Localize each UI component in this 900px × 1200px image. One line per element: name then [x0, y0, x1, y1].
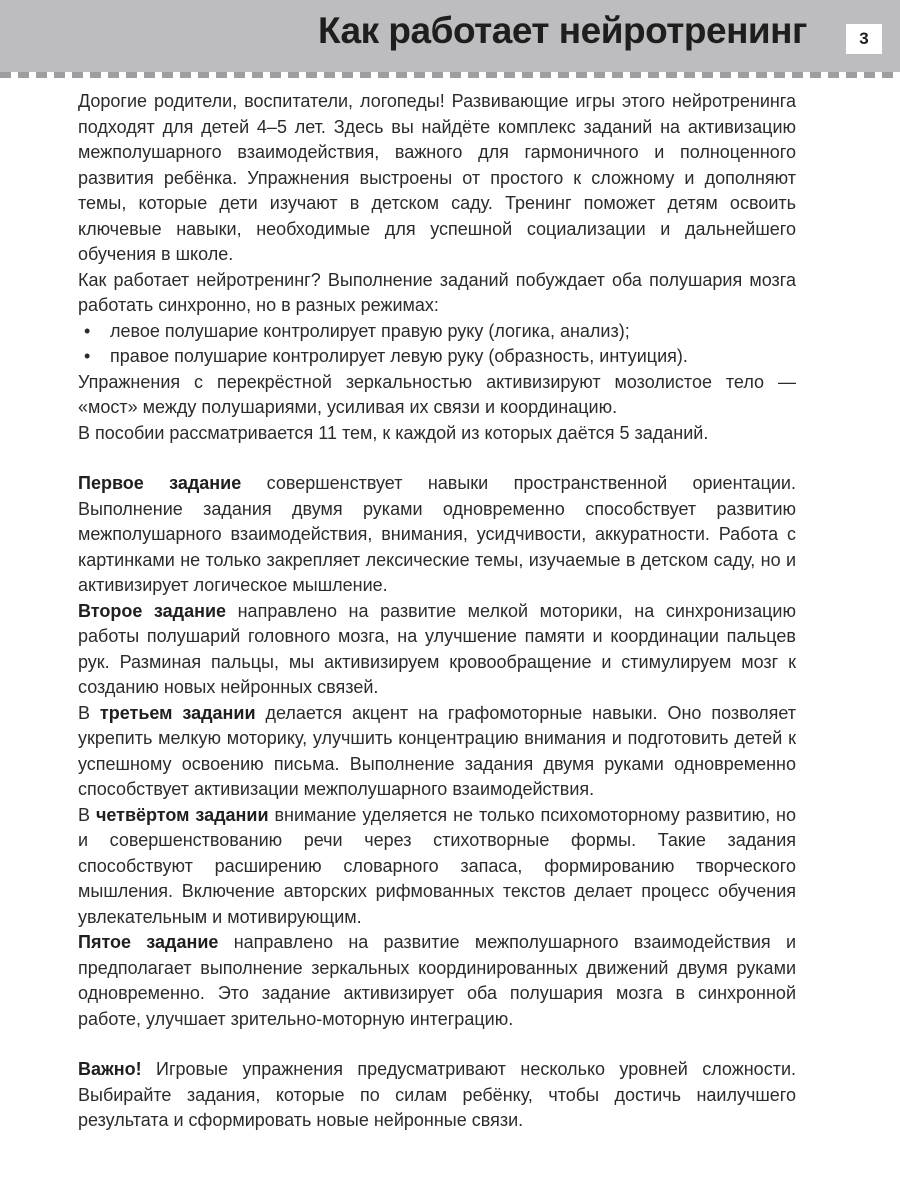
task-paragraph-5	[78, 930, 796, 1032]
header-dashed-rule	[0, 72, 900, 78]
note-title: Важно!	[78, 1059, 142, 1079]
intro-question-paragraph: Как работает нейротренинг? Выполнение заданий побуждает оба полушария мозга работать синхронно, но в разных режимах:	[78, 269, 796, 315]
task-text: внимание уделяется не только психомоторному развитию, но и совершенствованию речи через стихотворные формы. Такие задания способствуют расширению словарного запаса, формированию творческого мышления. Включение авторских рифмованных текстов делает процесс обучения увлекательным и мотивирующим.	[78, 804, 797, 927]
task-text: совершенствует навыки пространственной ориентации. Выполнение задания двумя руками одновременно способствует развитию межполушарного взаимодействия, внимания, усидчивости, аккуратности. Работа с картинками не только закрепляет лексические темы, изучаемые в детском саду, но и активизирует логическое мышление.	[78, 473, 796, 595]
task-title: третьем задании	[99, 702, 256, 723]
task-paragraph-1	[78, 471, 796, 599]
bullet-item	[78, 344, 796, 370]
task-prefix: В	[78, 702, 100, 723]
task-prefix: В	[78, 804, 96, 825]
bullet-text: правое полушарие контролирует левую руку (образность, интуиция).	[110, 346, 688, 366]
bullet-icon: •	[84, 320, 91, 341]
task-title: Пятое задание	[78, 932, 219, 952]
bullet-item	[78, 319, 796, 345]
page-number: 3	[846, 24, 882, 54]
task-paragraph-2	[78, 599, 796, 701]
intro-paragraph: Дорогие родители, воспитатели, логопеды! Развивающие игры этого нейротренинга подходят для детей 4–5 лет. Здесь вы найдёте комплекс заданий на активизацию межполушарного взаимодействия, важного для гармоничного и полноценного развития ребёнка. Упражнения выстроены от простого к сложному и дополняют темы, которые дети изучают в детском саду. Тренинг поможет детям освоить ключевые навыки, необходимые для успешной социализации и дальнейшего обучения в школе.	[78, 91, 796, 264]
bullet-text: левое полушарие контролирует правую руку (логика, анализ);	[110, 320, 630, 341]
task-title: Второе задание	[78, 600, 227, 621]
task-paragraph-3	[78, 701, 796, 803]
task-text: направлено на развитие мелкой моторики, на синхронизацию работы полушарий головного мозга, на улучшение памяти и координации пальцев рук. Разминая пальцы, мы активизируем кровообращение и стимулируем мозг к созданию новых нейронных связей.	[78, 600, 796, 697]
cross-mirror-paragraph: Упражнения с перекрёстной зеркальностью активизируют мозолистое тело — «мост» между полушариями, усиливая их связи и координацию.	[78, 371, 796, 417]
task-title: четвёртом задании	[95, 804, 269, 825]
task-text: делается акцент на графомоторные навыки. Оно позволяет укрепить мелкую моторику, улучшить концентрацию внимания и подготовить детей к успешному освоению письма. Выполнение задания двумя руками одновременно способствует активизации межполушарного взаимодействия.	[78, 702, 797, 799]
important-note	[78, 1057, 796, 1134]
section-gap	[78, 446, 796, 471]
page-body	[78, 89, 796, 1134]
topics-count-paragraph: В пособии рассматривается 11 тем, к каждой из которых даётся 5 заданий.	[78, 422, 709, 443]
bullet-icon: •	[84, 346, 91, 366]
note-text: Игровые упражнения предусматривают несколько уровней сложности. Выбирайте задания, которые по силам ребёнку, чтобы достичь наилучшего результата и сформировать новые нейронные связи.	[78, 1059, 796, 1130]
task-title: Первое задание	[78, 473, 242, 493]
page-title: Как работает нейротренинг	[318, 10, 807, 51]
section-gap	[78, 1032, 796, 1057]
task-text: направлено на развитие межполушарного взаимодействия и предполагает выполнение зеркальных координированных движений двумя руками одновременно. Это задание активизирует оба полушария мозга в синхронной работе, улучшает зрительно-моторную интеграцию.	[78, 932, 796, 1029]
task-paragraph-4	[78, 803, 796, 931]
